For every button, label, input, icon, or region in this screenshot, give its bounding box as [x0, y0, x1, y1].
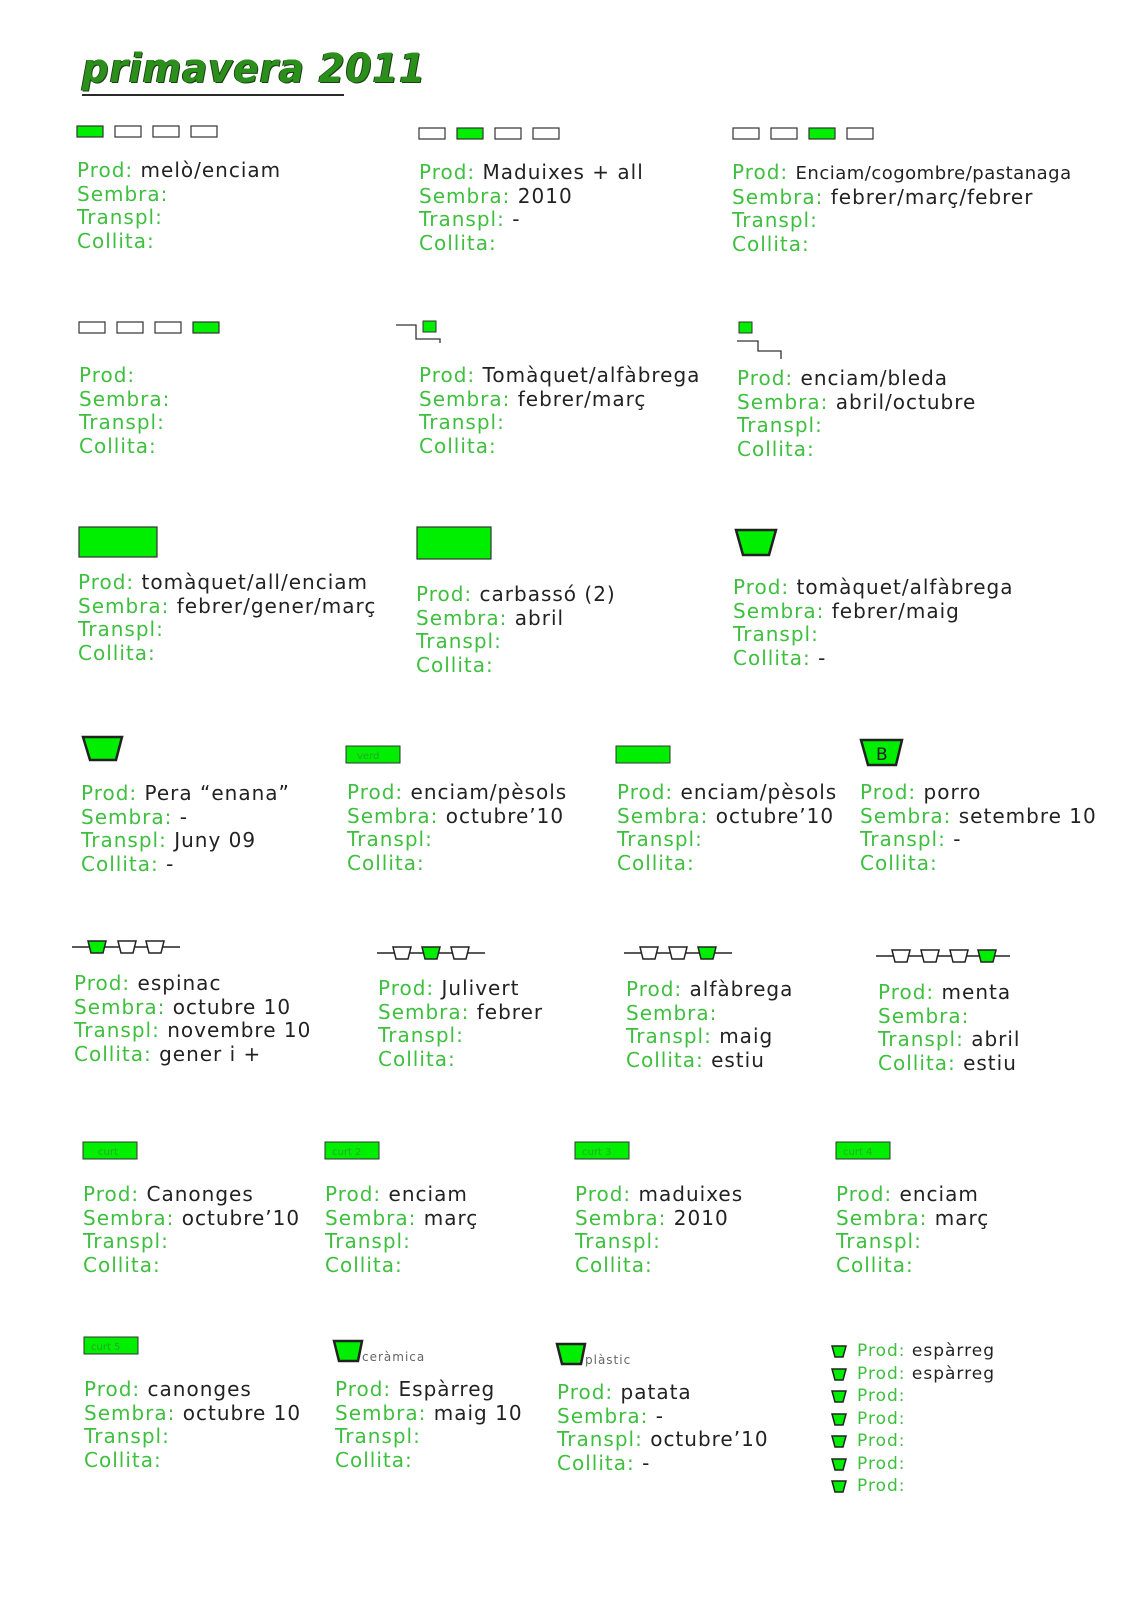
bed-info-17 [878, 981, 1021, 1075]
transpl-label: Transpl: [737, 413, 823, 437]
bed-info-14 [74, 972, 311, 1066]
prod-value: enciam [388, 1182, 468, 1206]
prod-label: Prod: [857, 1476, 906, 1496]
transpl-value: - [512, 207, 521, 231]
prod-value: Maduixes + all [482, 160, 644, 184]
prod-label: Prod: [347, 780, 404, 804]
transpl-label: Transpl: [84, 1424, 170, 1448]
bed-info-6 [737, 367, 976, 461]
collita-label: Collita: [617, 850, 695, 875]
prod-value: menta [941, 980, 1012, 1004]
tag-label: curt [98, 1147, 118, 1158]
sembra-value: febrer/maig [831, 598, 960, 623]
collita-label: Collita: [836, 1252, 914, 1277]
bed-info-11 [347, 781, 567, 875]
bed-info-15 [378, 977, 543, 1071]
prod-label: Prod: [836, 1182, 893, 1206]
sembra-label: Sembra: [626, 1000, 718, 1025]
prod-label: Prod: [733, 575, 790, 599]
collita-label: Collita: [378, 1046, 456, 1071]
prod-label: Prod: [732, 160, 789, 184]
tag-blank-icon [615, 745, 673, 765]
transpl-label: Transpl: [878, 1027, 964, 1051]
transpl-label: Transpl: [83, 1229, 169, 1253]
collita-label: Collita: [81, 851, 159, 876]
step-bed-icon [737, 321, 787, 361]
transpl-label: Transpl: [416, 629, 502, 653]
small-pots-list [857, 1340, 995, 1498]
prod-value: porro [923, 780, 982, 804]
bed-info-20 [575, 1183, 743, 1277]
small-pot-icon [831, 1458, 849, 1472]
transpl-value: - [953, 827, 962, 851]
pot-row-icon [377, 945, 487, 963]
sembra-label: Sembra: [836, 1205, 928, 1230]
sembra-value: octubre’10 [715, 803, 835, 828]
prod-label: Prod: [416, 582, 473, 606]
prod-label: Prod: [84, 1377, 141, 1401]
bed-info-10 [81, 782, 290, 876]
tag-curt-2-icon [324, 1141, 382, 1161]
sembra-value: octubre 10 [172, 994, 292, 1019]
prod-label: Prod: [325, 1182, 382, 1206]
pot-icon [333, 1339, 365, 1365]
pot-icon [735, 528, 779, 558]
collita-label: Collita: [347, 850, 425, 875]
prod-value: alfàbrega [689, 977, 794, 1001]
transpl-label: Transpl: [860, 827, 946, 851]
tag-curt-icon [82, 1141, 140, 1161]
sembra-label: Sembra: [732, 184, 824, 209]
tag-label: curt 5 [91, 1342, 121, 1353]
list-item [857, 1340, 995, 1363]
pot-row-icon [624, 945, 734, 963]
prod-value: Tomàquet/alfàbrega [482, 363, 701, 387]
small-pot-icon [831, 1368, 849, 1382]
transpl-label: Transpl: [575, 1229, 661, 1253]
list-item [857, 1475, 995, 1498]
collita-label: Collita: [737, 436, 815, 461]
transpl-label: Transpl: [419, 207, 505, 231]
sembra-value: abril [514, 605, 565, 630]
bed-2-rectangles-icon [418, 127, 563, 141]
transpl-label: Transpl: [347, 827, 433, 851]
collita-value: estiu [963, 1050, 1017, 1075]
sembra-label: Sembra: [419, 386, 511, 411]
prod-label: Prod: [857, 1431, 906, 1451]
prod-label: Prod: [419, 363, 476, 387]
sembra-label: Sembra: [378, 999, 470, 1024]
sembra-label: Sembra: [335, 1400, 427, 1425]
sembra-label: Sembra: [737, 389, 829, 414]
prod-label: Prod: [335, 1377, 392, 1401]
prod-value: maduixes [638, 1182, 744, 1206]
sembra-value: octubre 10 [182, 1400, 302, 1425]
bed-info-2 [419, 161, 644, 255]
sembra-value: febrer/març/febrer [830, 184, 1034, 209]
prod-value: tomàquet/alfàbrega [796, 575, 1014, 599]
prod-value: Enciam/cogombre/pastanaga [795, 163, 1072, 184]
list-item [857, 1408, 995, 1431]
prod-label: Prod: [74, 971, 131, 995]
list-item [857, 1363, 995, 1386]
bed-info-7 [78, 571, 376, 665]
prod-value: Espàrreg [398, 1377, 496, 1401]
bed-info-12 [617, 781, 837, 875]
collita-label: Collita: [557, 1450, 635, 1475]
collita-label: Collita: [732, 231, 810, 256]
small-pot-icon [831, 1480, 849, 1494]
bed-info-19 [325, 1183, 478, 1277]
step-bed-icon [396, 320, 446, 344]
pot-row-icon [72, 939, 182, 957]
collita-label: Collita: [78, 640, 156, 665]
prod-value: Pera “enana” [144, 781, 290, 805]
prod-label: Prod: [378, 976, 435, 1000]
sembra-label: Sembra: [860, 803, 952, 828]
transpl-label: Transpl: [335, 1424, 421, 1448]
transpl-label: Transpl: [836, 1229, 922, 1253]
prod-label: Prod: [557, 1380, 614, 1404]
sembra-label: Sembra: [77, 181, 169, 206]
tag-label: curt 2 [332, 1147, 362, 1158]
prod-label: Prod: [857, 1341, 906, 1361]
sembra-label: Sembra: [78, 593, 170, 618]
prod-value: Julivert [441, 976, 520, 1000]
collita-label: Collita: [77, 228, 155, 253]
pot-icon [556, 1342, 588, 1368]
collita-label: Collita: [74, 1041, 152, 1066]
prod-value: tomàquet/all/enciam [141, 570, 368, 594]
tag-curt-5-icon [83, 1336, 141, 1356]
large-bed-icon [416, 526, 494, 562]
bed-4-rectangles-icon [78, 321, 223, 335]
prod-label: Prod: [78, 570, 135, 594]
bed-info-8 [416, 583, 616, 677]
prod-label: Prod: [737, 366, 794, 390]
transpl-value: Juny 09 [174, 828, 257, 852]
sembra-label: Sembra: [81, 804, 173, 829]
prod-label: Prod: [860, 780, 917, 804]
transpl-label: Transpl: [732, 208, 818, 232]
list-item [857, 1385, 995, 1408]
transpl-label: Transpl: [79, 410, 165, 434]
title-underline [82, 94, 344, 96]
sembra-value: octubre’10 [181, 1205, 301, 1230]
bed-info-18 [83, 1183, 300, 1277]
prod-label: Prod: [83, 1182, 140, 1206]
bed-info-9 [733, 576, 1013, 670]
sembra-label: Sembra: [79, 386, 171, 411]
prod-label: Prod: [857, 1386, 906, 1406]
sembra-value: febrer [476, 999, 544, 1024]
transpl-label: Transpl: [77, 205, 163, 229]
sembra-value: març [423, 1205, 479, 1230]
pot-b-icon [860, 738, 906, 768]
sembra-label: Sembra: [733, 598, 825, 623]
prod-value: enciam [899, 1182, 979, 1206]
transpl-label: Transpl: [78, 617, 164, 641]
prod-label: Prod: [617, 780, 674, 804]
bed-info-1 [77, 159, 281, 253]
prod-value: canonges [147, 1377, 252, 1401]
prod-label: Prod: [575, 1182, 632, 1206]
collita-value: - [642, 1450, 651, 1475]
transpl-value: abril [971, 1027, 1021, 1051]
sembra-label: Sembra: [617, 803, 709, 828]
transpl-label: Transpl: [325, 1229, 411, 1253]
collita-value: estiu [711, 1047, 765, 1072]
prod-value: patata [620, 1380, 692, 1404]
bed-info-16 [626, 978, 793, 1072]
small-pot-icon [831, 1345, 849, 1359]
sembra-label: Sembra: [347, 803, 439, 828]
collita-label: Collita: [626, 1047, 704, 1072]
transpl-label: Transpl: [378, 1023, 464, 1047]
sembra-label: Sembra: [84, 1400, 176, 1425]
small-pot-icon [831, 1413, 849, 1427]
collita-value: - [818, 645, 827, 670]
prod-value: espinac [137, 971, 222, 995]
prod-value: Canonges [146, 1182, 254, 1206]
collita-label: Collita: [84, 1447, 162, 1472]
prod-label: Prod: [81, 781, 138, 805]
collita-label: Collita: [575, 1252, 653, 1277]
transpl-label: Transpl: [419, 410, 505, 434]
sembra-value: 2010 [673, 1205, 729, 1230]
large-bed-icon [78, 526, 160, 560]
collita-value: - [166, 851, 175, 876]
sembra-value: febrer/gener/març [176, 593, 377, 618]
tag-curt-3-icon [574, 1141, 632, 1161]
bed-info-21 [836, 1183, 989, 1277]
transpl-label: Transpl: [617, 827, 703, 851]
collita-label: Collita: [325, 1252, 403, 1277]
sembra-label: Sembra: [878, 1003, 970, 1028]
prod-label: Prod: [626, 977, 683, 1001]
sembra-value: 2010 [517, 183, 573, 208]
transpl-label: Transpl: [557, 1427, 643, 1451]
pot-label: B [876, 745, 888, 765]
collita-label: Collita: [419, 433, 497, 458]
prod-value: carbassó (2) [479, 582, 616, 606]
small-pot-icon [831, 1435, 849, 1449]
transpl-label: Transpl: [733, 622, 819, 646]
page-title: primavera 2011 [82, 46, 427, 92]
bed-info-3 [732, 161, 1072, 256]
prod-label: Prod: [857, 1363, 906, 1384]
transpl-label: Transpl: [81, 828, 167, 852]
transpl-value: novembre 10 [167, 1018, 312, 1042]
collita-label: Collita: [878, 1050, 956, 1075]
prod-value: enciam/pèsols [680, 780, 838, 804]
collita-label: Collita: [860, 850, 938, 875]
prod-value: espàrreg [911, 1341, 995, 1361]
collita-label: Collita: [335, 1447, 413, 1472]
prod-value: melò/enciam [140, 158, 282, 182]
collita-value: gener i + [159, 1041, 262, 1066]
sembra-label: Sembra: [419, 183, 511, 208]
sembra-value: abril/octubre [835, 389, 977, 414]
collita-label: Collita: [416, 652, 494, 677]
bed-info-4 [79, 364, 170, 458]
bed-info-24 [557, 1381, 769, 1475]
prod-label: Prod: [77, 158, 134, 182]
tag-label: verd [357, 751, 380, 762]
prod-value: enciam/bleda [800, 366, 949, 390]
pot-row-icon [876, 948, 1012, 966]
sembra-value: març [934, 1205, 990, 1230]
collita-label: Collita: [83, 1252, 161, 1277]
collita-label: Collita: [79, 433, 157, 458]
prod-label: Prod: [419, 160, 476, 184]
collita-label: Collita: [733, 645, 811, 670]
prod-label: Prod: [857, 1453, 906, 1474]
collita-label: Collita: [419, 230, 497, 255]
sembra-label: Sembra: [325, 1205, 417, 1230]
sembra-value: - [179, 804, 188, 829]
bed-3-rectangles-icon [732, 127, 877, 141]
bed-info-13 [860, 781, 1097, 875]
pot-icon [82, 735, 126, 763]
sembra-label: Sembra: [83, 1205, 175, 1230]
transpl-label: Transpl: [74, 1018, 160, 1042]
transpl-value: octubre’10 [650, 1427, 769, 1451]
prod-value: espàrreg [911, 1363, 995, 1384]
bed-info-22 [84, 1378, 301, 1472]
transpl-value: maig [719, 1024, 774, 1048]
pot-caption: ceràmica [362, 1350, 426, 1364]
bed-info-23 [335, 1378, 523, 1472]
prod-value: enciam/pèsols [410, 780, 568, 804]
tag-verd-icon [345, 745, 403, 765]
list-item [857, 1453, 995, 1476]
pot-caption: plàstic [585, 1353, 632, 1367]
sembra-value: maig 10 [433, 1400, 523, 1425]
small-pot-icon [831, 1390, 849, 1404]
sembra-label: Sembra: [557, 1403, 649, 1428]
sembra-value: febrer/març [517, 386, 647, 411]
list-item [857, 1430, 995, 1453]
sembra-label: Sembra: [416, 605, 508, 630]
tag-curt-4-icon [835, 1141, 893, 1161]
sembra-value: - [655, 1403, 664, 1428]
bed-1-rectangles-icon [76, 125, 221, 139]
bed-info-5 [419, 364, 700, 458]
sembra-label: Sembra: [575, 1205, 667, 1230]
prod-label: Prod: [878, 980, 935, 1004]
tag-label: curt 3 [582, 1147, 612, 1158]
tag-label: curt 4 [843, 1147, 873, 1158]
transpl-label: Transpl: [626, 1024, 712, 1048]
prod-label: Prod: [857, 1408, 906, 1429]
prod-label: Prod: [79, 363, 136, 387]
sembra-value: setembre 10 [958, 803, 1097, 828]
sembra-value: octubre’10 [445, 803, 565, 828]
sembra-label: Sembra: [74, 994, 166, 1019]
